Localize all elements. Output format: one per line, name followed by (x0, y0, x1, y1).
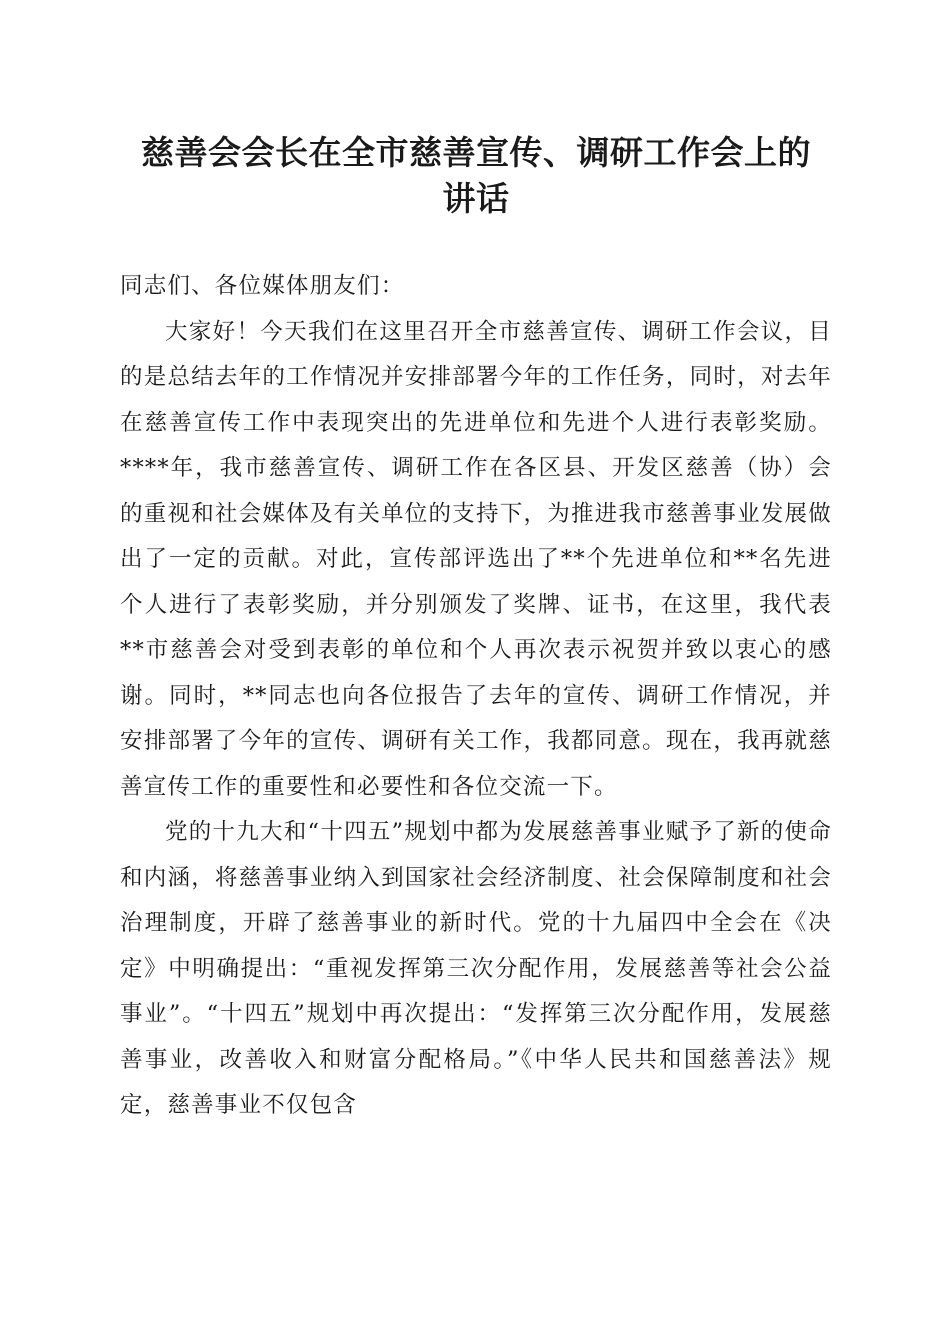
document-title (120, 130, 832, 222)
paragraph-1: 大家好！今天我们在这里召开全市慈善宣传、调研工作会议，目的是总结去年的工作情况并安排部署今年的工作任务，同时，对去年在慈善宣传工作中表现突出的先进单位和先进个人进行表彰奖励。****年，我市慈善宣传、调研工作在各区县、开发区慈善（协）会的重视和社会媒体及有关单位的支持下，为推进我市慈善事业发展做出了一定的贡献。对此，宣传部评选出了**个先进单位和**名先进个人进行了表彰奖励，并分别颁发了奖牌、证书，在这里，我代表**市慈善会对受到表彰的单位和个人再次表示祝贺并致以衷心的感谢。同时，**同志也向各位报告了去年的宣传、调研工作情况，并安排部署了今年的宣传、调研有关工作，我都同意。现在，我再就慈善宣传工作的重要性和必要性和各位交流一下。 (120, 318, 832, 800)
document-page (120, 130, 832, 1129)
document-body (120, 264, 832, 1129)
salutation: 同志们、各位媒体朋友们： (120, 273, 405, 299)
paragraph-2: 党的十九大和“十四五”规划中都为发展慈善事业赋予了新的使命和内涵，将慈善事业纳入到国家社会经济制度、社会保障制度和社会治理制度，开辟了慈善事业的新时代。党的十九届四中全会在《决定》中明确提出：“重视发挥第三次分配作用，发展慈善等社会公益事业”。“十四五”规划中再次提出：“发挥第三次分配作用，发展慈善事业，改善收入和财富分配格局。”《中华人民共和国慈善法》规定，慈善事业不仅包含 (120, 819, 832, 1118)
title-line-1: 慈善会会长在全市慈善宣传、调研工作会上的 (141, 133, 811, 172)
title-line-2: 讲话 (442, 179, 510, 218)
